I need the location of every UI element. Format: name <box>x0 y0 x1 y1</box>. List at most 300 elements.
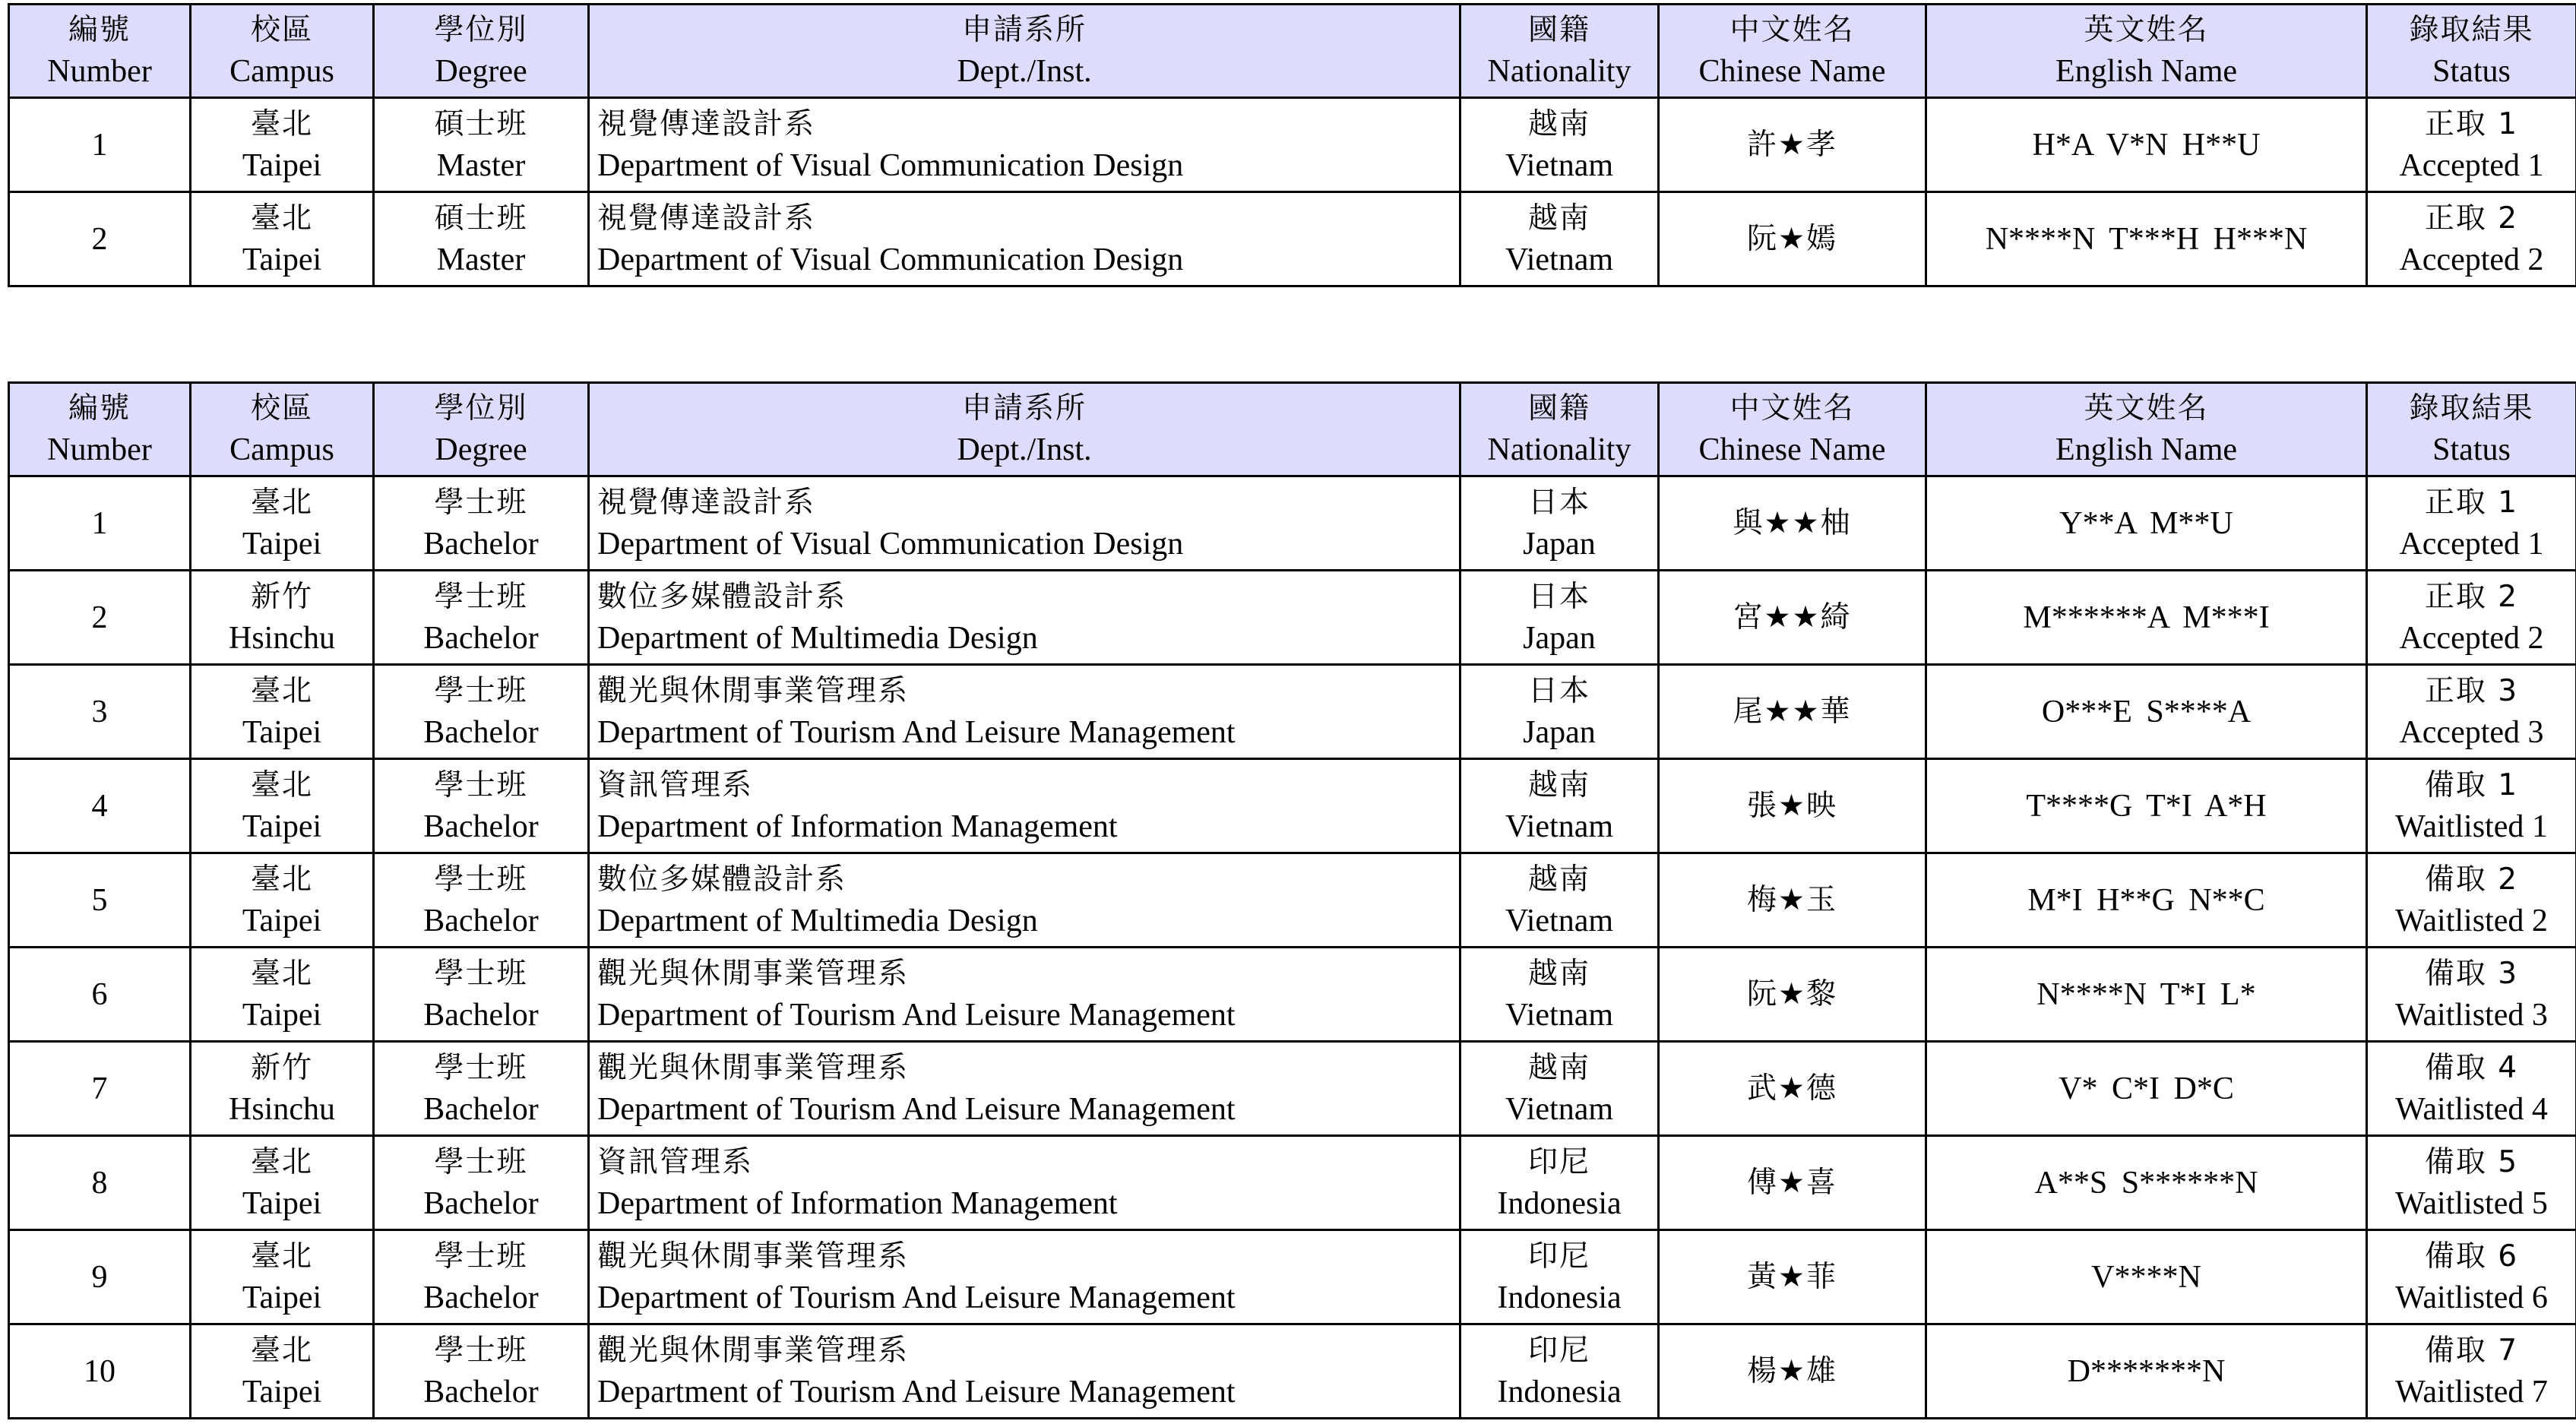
cell-english-name <box>1926 192 2367 286</box>
header-english-name <box>1926 5 2367 98</box>
row-number: 8 <box>91 1165 108 1201</box>
cell-english-name <box>1926 759 2367 853</box>
header-label-en: Status <box>2432 54 2511 89</box>
cell-campus <box>191 1324 374 1419</box>
cell-number <box>9 853 191 948</box>
english-name: D*******N <box>2067 1353 2226 1389</box>
header-label-en: English Name <box>2055 54 2238 89</box>
header-label-zh: 申請系所 <box>961 391 1087 426</box>
cell-campus-en: Taipei <box>242 903 322 938</box>
status-zh: 正取 1 <box>2424 106 2519 141</box>
table-row <box>9 1042 2576 1136</box>
cell-degree-zh: 學士班 <box>434 1144 528 1179</box>
cell-status <box>2367 759 2576 853</box>
chinese-name: 宮★★綺 <box>1733 600 1852 634</box>
header-label-en: Chinese Name <box>1698 54 1886 89</box>
chinese-name: 許★孝 <box>1747 127 1837 162</box>
row-number: 3 <box>91 694 108 729</box>
status-zh: 正取 1 <box>2424 485 2519 520</box>
status-zh: 正取 2 <box>2424 201 2519 236</box>
cell-nationality <box>1460 192 1659 286</box>
chinese-name: 阮★黎 <box>1747 976 1837 1011</box>
cell-dept-en: Department of Visual Communication Design <box>597 526 1184 562</box>
cell-dept-en: Department of Tourism And Leisure Management <box>597 997 1236 1033</box>
status-en: Waitlisted 7 <box>2395 1374 2548 1410</box>
cell-campus-zh: 臺北 <box>250 956 313 991</box>
cell-number <box>9 1042 191 1136</box>
table-row <box>9 571 2576 665</box>
cell-dept <box>589 1230 1460 1324</box>
cell-english-name <box>1926 476 2367 571</box>
cell-dept-zh: 觀光與休閒事業管理系 <box>597 1050 910 1085</box>
header-label-en: Dept./Inst. <box>957 432 1092 467</box>
status-en: Accepted 3 <box>2399 714 2544 750</box>
cell-degree-zh: 學士班 <box>434 1050 528 1085</box>
cell-degree-en: Bachelor <box>423 526 539 562</box>
cell-dept-zh: 視覺傳達設計系 <box>597 485 816 520</box>
status-en: Waitlisted 5 <box>2395 1185 2548 1221</box>
cell-nationality-zh: 越南 <box>1527 862 1590 897</box>
cell-dept-zh: 視覺傳達設計系 <box>597 201 816 236</box>
cell-english-name <box>1926 853 2367 948</box>
chinese-name: 張★映 <box>1747 788 1837 823</box>
status-zh: 備取 1 <box>2424 767 2519 802</box>
cell-nationality-zh: 印尼 <box>1527 1144 1590 1179</box>
cell-number <box>9 1230 191 1324</box>
cell-number <box>9 192 191 286</box>
cell-nationality <box>1460 853 1659 948</box>
cell-status <box>2367 1136 2576 1230</box>
status-en: Accepted 2 <box>2399 620 2544 656</box>
cell-status <box>2367 98 2576 192</box>
cell-campus-en: Hsinchu <box>229 1091 335 1127</box>
cell-nationality-en: Indonesia <box>1497 1185 1622 1221</box>
row-number: 4 <box>91 788 108 824</box>
header-chinese-name <box>1659 5 1926 98</box>
header-label-zh: 編號 <box>68 13 131 47</box>
cell-degree-zh: 學士班 <box>434 767 528 802</box>
cell-campus-en: Taipei <box>242 242 322 277</box>
cell-degree <box>374 759 589 853</box>
cell-dept-zh: 資訊管理系 <box>597 1144 754 1179</box>
cell-nationality <box>1460 665 1659 759</box>
cell-campus-zh: 臺北 <box>250 1144 313 1179</box>
cell-chinese-name <box>1659 571 1926 665</box>
cell-campus-zh: 臺北 <box>250 1333 313 1368</box>
header-english-name <box>1926 383 2367 476</box>
cell-chinese-name <box>1659 1042 1926 1136</box>
row-number: 9 <box>91 1259 108 1295</box>
cell-status <box>2367 1042 2576 1136</box>
header-dept <box>589 5 1460 98</box>
cell-nationality <box>1460 476 1659 571</box>
header-label-en: Number <box>47 432 152 467</box>
cell-nationality-en: Vietnam <box>1505 903 1614 938</box>
row-number: 1 <box>91 505 108 541</box>
english-name: A**S S******N <box>2034 1165 2258 1201</box>
cell-dept-en: Department of Tourism And Leisure Management <box>597 1374 1236 1410</box>
table-row <box>9 948 2576 1042</box>
cell-campus-zh: 臺北 <box>250 767 313 802</box>
header-label-en: Chinese Name <box>1698 432 1886 467</box>
header-label-zh: 學位別 <box>434 391 528 426</box>
cell-campus-zh: 臺北 <box>250 201 313 236</box>
header-label-en: Dept./Inst. <box>957 54 1092 89</box>
cell-nationality <box>1460 759 1659 853</box>
cell-dept <box>589 1324 1460 1419</box>
cell-number <box>9 571 191 665</box>
cell-degree <box>374 571 589 665</box>
header-label-zh: 中文姓名 <box>1729 391 1855 426</box>
cell-status <box>2367 571 2576 665</box>
cell-nationality-en: Japan <box>1523 526 1596 562</box>
cell-degree <box>374 1042 589 1136</box>
status-en: Waitlisted 3 <box>2395 997 2548 1033</box>
cell-nationality-zh: 越南 <box>1527 106 1590 141</box>
cell-nationality-zh: 日本 <box>1527 579 1590 614</box>
row-number: 7 <box>91 1071 108 1106</box>
cell-dept-zh: 觀光與休閒事業管理系 <box>597 673 910 708</box>
cell-nationality-en: Vietnam <box>1505 1091 1614 1127</box>
cell-degree <box>374 1230 589 1324</box>
cell-nationality-zh: 越南 <box>1527 767 1590 802</box>
header-label-zh: 編號 <box>68 391 131 426</box>
status-en: Accepted 1 <box>2399 147 2544 183</box>
cell-campus <box>191 665 374 759</box>
cell-degree-en: Bachelor <box>423 714 539 750</box>
cell-degree-en: Master <box>436 242 526 277</box>
cell-campus-en: Taipei <box>242 809 322 844</box>
cell-dept <box>589 1136 1460 1230</box>
table-row <box>9 192 2576 286</box>
cell-dept <box>589 853 1460 948</box>
row-number: 6 <box>91 976 108 1012</box>
cell-nationality-zh: 越南 <box>1527 956 1590 991</box>
cell-degree <box>374 1324 589 1419</box>
english-name: V* C*I D*C <box>2059 1071 2234 1106</box>
cell-campus <box>191 1042 374 1136</box>
header-label-zh: 校區 <box>250 13 313 47</box>
header-label-zh: 國籍 <box>1527 391 1590 426</box>
cell-degree <box>374 665 589 759</box>
english-name: T****G T*I A*H <box>2026 788 2267 824</box>
header-dept <box>589 383 1460 476</box>
cell-nationality-zh: 越南 <box>1527 1050 1590 1085</box>
header-label-en: Status <box>2432 432 2511 467</box>
cell-nationality <box>1460 98 1659 192</box>
cell-campus-zh: 臺北 <box>250 106 313 141</box>
cell-dept-en: Department of Tourism And Leisure Management <box>597 1280 1236 1315</box>
row-number: 5 <box>91 882 108 918</box>
header-label-en: English Name <box>2055 432 2238 467</box>
cell-degree-en: Bachelor <box>423 1185 539 1221</box>
cell-dept-en: Department of Visual Communication Design <box>597 242 1184 277</box>
header-label-zh: 國籍 <box>1527 13 1590 47</box>
cell-status <box>2367 1230 2576 1324</box>
header-label-en: Degree <box>435 54 527 89</box>
cell-degree-en: Bachelor <box>423 1374 539 1410</box>
cell-nationality <box>1460 1136 1659 1230</box>
cell-campus-en: Taipei <box>242 1185 322 1221</box>
chinese-name: 梅★玉 <box>1747 882 1837 917</box>
status-en: Waitlisted 1 <box>2395 809 2548 844</box>
cell-campus <box>191 571 374 665</box>
cell-degree-zh: 碩士班 <box>434 106 528 141</box>
chinese-name: 楊★雄 <box>1747 1353 1837 1388</box>
cell-chinese-name <box>1659 853 1926 948</box>
cell-campus-zh: 臺北 <box>250 862 313 897</box>
cell-degree-zh: 學士班 <box>434 1333 528 1368</box>
english-name: O***E S****A <box>2041 694 2252 729</box>
cell-dept-zh: 資訊管理系 <box>597 767 754 802</box>
cell-degree-en: Master <box>436 147 526 183</box>
cell-nationality <box>1460 1324 1659 1419</box>
cell-nationality-zh: 日本 <box>1527 673 1590 708</box>
table-row <box>9 759 2576 853</box>
cell-dept-zh: 視覺傳達設計系 <box>597 106 816 141</box>
cell-dept <box>589 192 1460 286</box>
cell-campus-zh: 新竹 <box>250 1050 313 1085</box>
cell-dept-zh: 觀光與休閒事業管理系 <box>597 1239 910 1274</box>
cell-degree-zh: 學士班 <box>434 956 528 991</box>
table-row <box>9 665 2576 759</box>
cell-chinese-name <box>1659 1230 1926 1324</box>
header-nationality <box>1460 5 1659 98</box>
cell-nationality-zh: 印尼 <box>1527 1333 1590 1368</box>
cell-dept-en: Department of Tourism And Leisure Management <box>597 1091 1236 1127</box>
cell-degree <box>374 98 589 192</box>
status-zh: 備取 7 <box>2424 1333 2519 1368</box>
cell-dept <box>589 1042 1460 1136</box>
cell-campus <box>191 1230 374 1324</box>
english-name: N****N T*I L* <box>2036 976 2256 1012</box>
status-zh: 備取 2 <box>2424 862 2519 897</box>
row-number: 2 <box>91 600 108 635</box>
header-status <box>2367 5 2576 98</box>
cell-degree <box>374 853 589 948</box>
cell-nationality-zh: 越南 <box>1527 201 1590 236</box>
header-chinese-name <box>1659 383 1926 476</box>
status-en: Accepted 1 <box>2399 526 2544 562</box>
cell-nationality-en: Japan <box>1523 714 1596 750</box>
header-status <box>2367 383 2576 476</box>
cell-number <box>9 665 191 759</box>
cell-number <box>9 476 191 571</box>
cell-degree-en: Bachelor <box>423 1280 539 1315</box>
cell-campus-en: Taipei <box>242 997 322 1033</box>
status-en: Accepted 2 <box>2399 242 2544 277</box>
cell-chinese-name <box>1659 476 1926 571</box>
cell-campus <box>191 192 374 286</box>
cell-dept <box>589 948 1460 1042</box>
header-label-zh: 學位別 <box>434 13 528 47</box>
header-label-zh: 錄取結果 <box>2409 13 2534 47</box>
cell-english-name <box>1926 1230 2367 1324</box>
cell-number <box>9 759 191 853</box>
table-body <box>9 476 2576 1419</box>
header-label-zh: 錄取結果 <box>2409 391 2534 426</box>
cell-degree-zh: 學士班 <box>434 673 528 708</box>
cell-status <box>2367 853 2576 948</box>
cell-english-name <box>1926 665 2367 759</box>
cell-status <box>2367 192 2576 286</box>
status-zh: 備取 5 <box>2424 1144 2519 1179</box>
admission-table-undergraduate <box>8 381 2576 1419</box>
cell-english-name <box>1926 571 2367 665</box>
chinese-name: 與★★柚 <box>1733 505 1852 540</box>
cell-number <box>9 948 191 1042</box>
cell-dept-zh: 數位多媒體設計系 <box>597 579 847 614</box>
cell-campus-en: Taipei <box>242 1280 322 1315</box>
header-label-en: Nationality <box>1487 54 1631 89</box>
cell-chinese-name <box>1659 665 1926 759</box>
header-number <box>9 5 191 98</box>
header-label-zh: 申請系所 <box>961 13 1087 47</box>
cell-degree-en: Bachelor <box>423 620 539 656</box>
status-zh: 備取 4 <box>2424 1050 2519 1085</box>
cell-chinese-name <box>1659 98 1926 192</box>
cell-english-name <box>1926 1042 2367 1136</box>
cell-number <box>9 1136 191 1230</box>
cell-dept-en: Department of Multimedia Design <box>597 620 1038 656</box>
cell-campus <box>191 476 374 571</box>
english-name: N****N T***H H***N <box>1985 221 2308 257</box>
english-name: H*A V*N H**U <box>2032 127 2261 163</box>
header-row <box>9 5 2576 98</box>
cell-degree-zh: 碩士班 <box>434 201 528 236</box>
table-row <box>9 853 2576 948</box>
header-label-en: Campus <box>229 54 334 89</box>
cell-dept-zh: 數位多媒體設計系 <box>597 862 847 897</box>
status-zh: 正取 2 <box>2424 579 2519 614</box>
status-en: Waitlisted 6 <box>2395 1280 2548 1315</box>
cell-degree <box>374 476 589 571</box>
header-number <box>9 383 191 476</box>
status-zh: 備取 6 <box>2424 1239 2519 1274</box>
cell-campus <box>191 759 374 853</box>
cell-degree-zh: 學士班 <box>434 485 528 520</box>
header-campus <box>191 5 374 98</box>
cell-chinese-name <box>1659 759 1926 853</box>
cell-status <box>2367 1324 2576 1419</box>
row-number: 1 <box>91 127 108 163</box>
english-name: V****N <box>2091 1259 2201 1295</box>
cell-campus <box>191 948 374 1042</box>
cell-campus <box>191 98 374 192</box>
header-row <box>9 383 2576 476</box>
cell-dept <box>589 571 1460 665</box>
header-label-en: Nationality <box>1487 432 1631 467</box>
cell-chinese-name <box>1659 948 1926 1042</box>
cell-dept-en: Department of Information Management <box>597 809 1118 844</box>
status-zh: 正取 3 <box>2424 673 2519 708</box>
status-en: Waitlisted 2 <box>2395 903 2548 938</box>
table-row <box>9 1324 2576 1419</box>
chinese-name: 傅★喜 <box>1747 1165 1837 1200</box>
cell-chinese-name <box>1659 1324 1926 1419</box>
cell-campus-en: Taipei <box>242 1374 322 1410</box>
cell-status <box>2367 665 2576 759</box>
chinese-name: 武★德 <box>1747 1071 1837 1106</box>
cell-number <box>9 98 191 192</box>
chinese-name: 阮★嫣 <box>1747 221 1837 256</box>
status-zh: 備取 3 <box>2424 956 2519 991</box>
cell-campus-zh: 臺北 <box>250 673 313 708</box>
cell-dept <box>589 476 1460 571</box>
header-label-zh: 中文姓名 <box>1729 13 1855 47</box>
cell-dept <box>589 98 1460 192</box>
cell-degree-en: Bachelor <box>423 997 539 1033</box>
cell-nationality-en: Vietnam <box>1505 147 1614 183</box>
cell-number <box>9 1324 191 1419</box>
cell-campus-zh: 新竹 <box>250 579 313 614</box>
cell-english-name <box>1926 948 2367 1042</box>
cell-degree-zh: 學士班 <box>434 862 528 897</box>
cell-nationality <box>1460 1230 1659 1324</box>
table-row <box>9 476 2576 571</box>
header-degree <box>374 383 589 476</box>
cell-degree-en: Bachelor <box>423 903 539 938</box>
english-name: Y**A M**U <box>2059 505 2233 541</box>
cell-nationality-en: Vietnam <box>1505 242 1614 277</box>
cell-nationality-en: Indonesia <box>1497 1374 1622 1410</box>
chinese-name: 黃★菲 <box>1747 1259 1837 1294</box>
cell-dept <box>589 759 1460 853</box>
cell-nationality <box>1460 948 1659 1042</box>
cell-degree <box>374 192 589 286</box>
status-en: Waitlisted 4 <box>2395 1091 2548 1127</box>
row-number: 2 <box>91 221 108 257</box>
cell-campus-en: Taipei <box>242 147 322 183</box>
table-row <box>9 98 2576 192</box>
cell-nationality-zh: 印尼 <box>1527 1239 1590 1274</box>
cell-dept-zh: 觀光與休閒事業管理系 <box>597 1333 910 1368</box>
cell-nationality-en: Vietnam <box>1505 809 1614 844</box>
cell-english-name <box>1926 1324 2367 1419</box>
cell-campus-en: Taipei <box>242 526 322 562</box>
header-label-en: Number <box>47 54 152 89</box>
cell-dept-en: Department of Tourism And Leisure Management <box>597 714 1236 750</box>
header-label-zh: 校區 <box>250 391 313 426</box>
cell-dept <box>589 665 1460 759</box>
cell-campus-zh: 臺北 <box>250 1239 313 1274</box>
cell-nationality-en: Vietnam <box>1505 997 1614 1033</box>
cell-dept-en: Department of Visual Communication Design <box>597 147 1184 183</box>
cell-chinese-name <box>1659 192 1926 286</box>
cell-campus <box>191 1136 374 1230</box>
english-name: M*I H**G N**C <box>2027 882 2265 918</box>
row-number: 10 <box>84 1353 116 1389</box>
cell-dept-zh: 觀光與休閒事業管理系 <box>597 956 910 991</box>
table-row <box>9 1230 2576 1324</box>
header-campus <box>191 383 374 476</box>
cell-degree <box>374 1136 589 1230</box>
cell-nationality-zh: 日本 <box>1527 485 1590 520</box>
cell-degree <box>374 948 589 1042</box>
cell-status <box>2367 948 2576 1042</box>
cell-degree-en: Bachelor <box>423 1091 539 1127</box>
cell-dept-en: Department of Information Management <box>597 1185 1118 1221</box>
table-row <box>9 1136 2576 1230</box>
header-label-en: Campus <box>229 432 334 467</box>
cell-nationality <box>1460 1042 1659 1136</box>
header-degree <box>374 5 589 98</box>
cell-dept-en: Department of Multimedia Design <box>597 903 1038 938</box>
cell-degree-en: Bachelor <box>423 809 539 844</box>
header-label-en: Degree <box>435 432 527 467</box>
header-label-zh: 英文姓名 <box>2084 13 2209 47</box>
cell-campus <box>191 853 374 948</box>
